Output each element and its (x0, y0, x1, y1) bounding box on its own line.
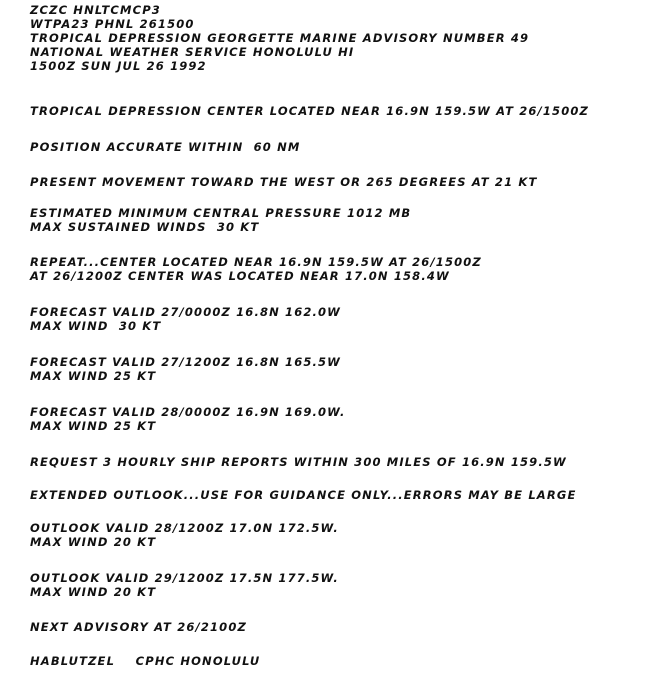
position-accuracy: POSITION ACCURATE WITHIN 60 NM (30, 140, 301, 154)
previous-center: AT 26/1200Z CENTER WAS LOCATED NEAR 17.0N 158.4W (30, 269, 450, 283)
center-location: TROPICAL DEPRESSION CENTER LOCATED NEAR 16.9N 159.5W AT 26/1500Z (30, 104, 589, 118)
header-line-2: WTPA23 PHNL 261500 (30, 17, 195, 31)
forecast-3-wind: MAX WIND 25 KT (30, 419, 157, 433)
issue-time: 1500Z SUN JUL 26 1992 (30, 59, 207, 73)
forecast-2-position: FORECAST VALID 27/1200Z 16.8N 165.5W (30, 355, 342, 369)
outlook-1-wind: MAX WIND 20 KT (30, 535, 157, 549)
extended-outlook: EXTENDED OUTLOOK...USE FOR GUIDANCE ONLY...ERRORS MAY BE LARGE (30, 488, 577, 502)
forecaster-signature: HABLUTZEL CPHC HONOLULU (30, 654, 261, 668)
forecast-2-wind: MAX WIND 25 KT (30, 369, 157, 383)
advisory-title: TROPICAL DEPRESSION GEORGETTE MARINE ADVISORY NUMBER 49 (30, 31, 530, 45)
outlook-2-wind: MAX WIND 20 KT (30, 585, 157, 599)
outlook-2-position: OUTLOOK VALID 29/1200Z 17.5N 177.5W. (30, 571, 339, 585)
forecast-1-wind: MAX WIND 30 KT (30, 319, 162, 333)
issuing-office: NATIONAL WEATHER SERVICE HONOLULU HI (30, 45, 355, 59)
forecast-3-position: FORECAST VALID 28/0000Z 16.9N 169.0W. (30, 405, 346, 419)
next-advisory: NEXT ADVISORY AT 26/2100Z (30, 620, 247, 634)
header-line-1: ZCZC HNLTCMCP3 (30, 3, 161, 17)
ship-reports-request: REQUEST 3 HOURLY SHIP REPORTS WITHIN 300 MILES OF 16.9N 159.5W (30, 455, 567, 469)
forecast-1-position: FORECAST VALID 27/0000Z 16.8N 162.0W (30, 305, 342, 319)
present-movement: PRESENT MOVEMENT TOWARD THE WEST OR 265 DEGREES AT 21 KT (30, 175, 538, 189)
max-sustained-winds: MAX SUSTAINED WINDS 30 KT (30, 220, 260, 234)
central-pressure: ESTIMATED MINIMUM CENTRAL PRESSURE 1012 MB (30, 206, 412, 220)
repeat-center: REPEAT...CENTER LOCATED NEAR 16.9N 159.5W AT 26/1500Z (30, 255, 482, 269)
outlook-1-position: OUTLOOK VALID 28/1200Z 17.0N 172.5W. (30, 521, 339, 535)
